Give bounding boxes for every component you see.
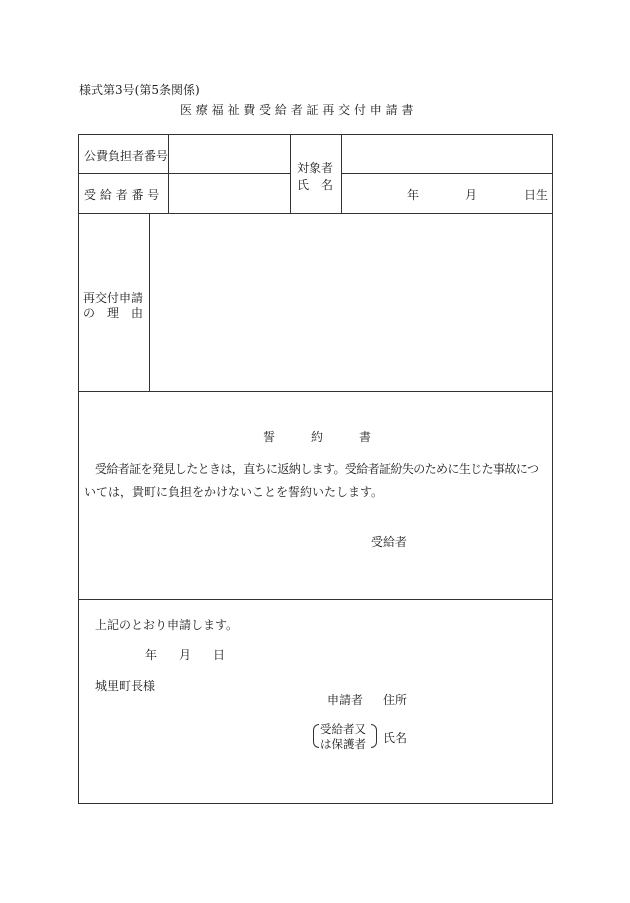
birth-month-label: 月 xyxy=(465,188,478,202)
subject-name-field[interactable] xyxy=(343,136,551,172)
reason-label-line2: の 理 由 xyxy=(83,306,144,320)
pledge-signer-label: 受給者 xyxy=(371,535,408,549)
subject-label-line1: 対象者 xyxy=(297,161,334,175)
reason-field[interactable] xyxy=(151,215,551,390)
right-bracket xyxy=(371,724,377,748)
application-date-year: 年 xyxy=(145,648,158,662)
addressee: 城里町長様 xyxy=(95,679,156,693)
subject-label-line2: 氏 名 xyxy=(297,178,334,192)
address-label: 住所 xyxy=(383,693,408,707)
form-number: 様式第3号(第5条関係) xyxy=(79,83,200,97)
public-payer-number-label: 公費負担者番号 xyxy=(84,149,169,163)
relation-line2: は保護者 xyxy=(320,737,366,751)
application-statement: 上記のとおり申請します。 xyxy=(95,618,239,632)
application-date-month: 月 xyxy=(179,648,192,662)
name-label: 氏名 xyxy=(383,731,408,745)
applicant-label: 申請者 xyxy=(327,693,364,707)
reason-label-line1: 再交付申請 xyxy=(83,291,144,305)
pledge-title: 誓 約 書 xyxy=(263,430,372,444)
document-title: 医 療 福 祉 費 受 給 者 証 再 交 付 申 請 書 xyxy=(180,103,414,117)
birth-day-label: 日生 xyxy=(524,188,549,202)
birth-year-label: 年 xyxy=(407,188,420,202)
application-date-day: 日 xyxy=(213,648,226,662)
recipient-number-label: 受 給 者 番 号 xyxy=(84,188,160,202)
public-payer-number-field[interactable] xyxy=(170,136,289,172)
recipient-number-field[interactable] xyxy=(170,175,289,212)
pledge-text-line2: いては，貴町に負担をかけないことを誓約いたします。 xyxy=(84,485,384,499)
left-bracket xyxy=(313,724,319,748)
pledge-text-line1: 受給者証を発見したときは，直ちに返納します。受給者証紛失のために生じた事故につ xyxy=(95,462,539,476)
relation-line1: 受給者又 xyxy=(320,722,366,736)
